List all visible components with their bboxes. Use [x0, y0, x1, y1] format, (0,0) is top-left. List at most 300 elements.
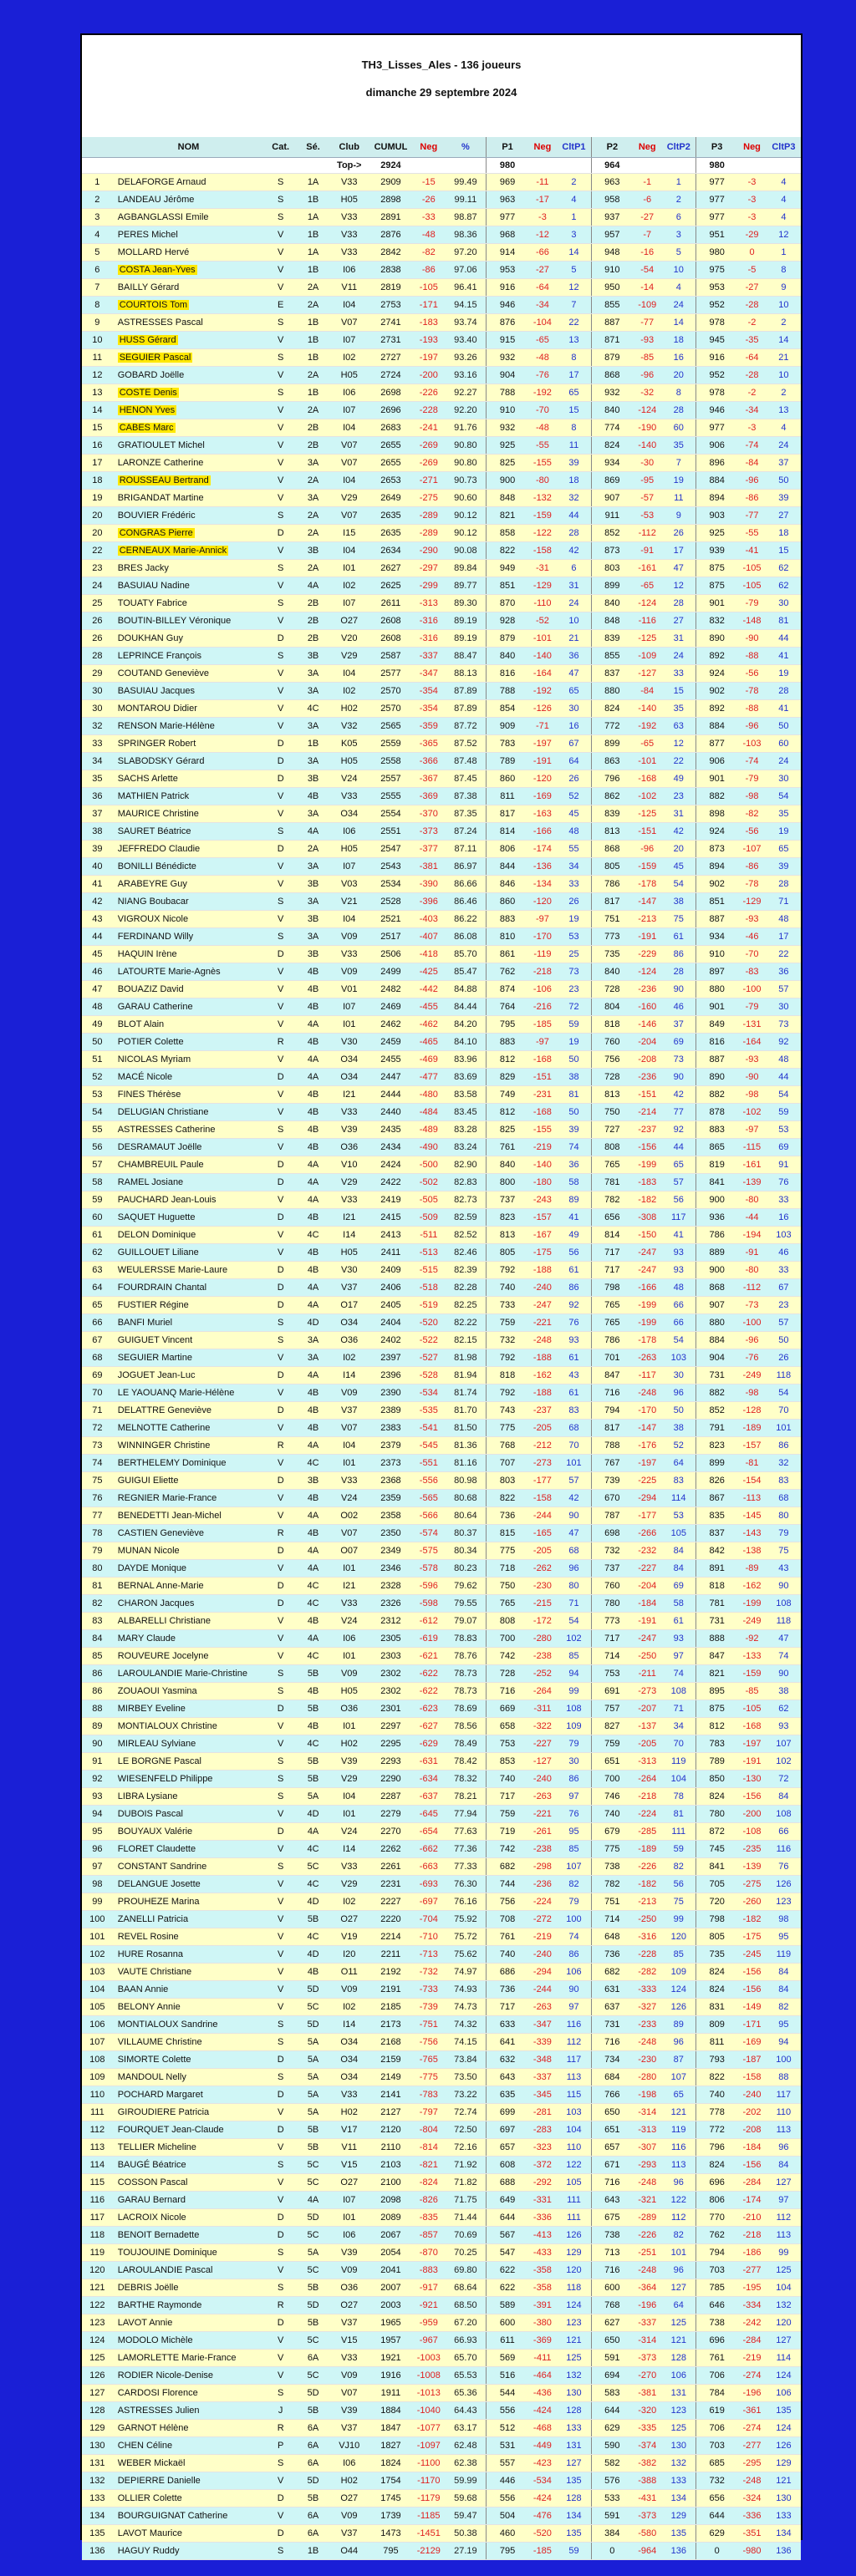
category-cell: R: [264, 1525, 297, 1542]
series-cell: 1B: [297, 735, 329, 753]
player-name: GARAU Bernard: [113, 2192, 265, 2209]
category-cell: V: [264, 279, 297, 297]
neg-cell: -804: [412, 2121, 445, 2139]
player-name: MACÉ Nicole: [113, 1069, 265, 1086]
p1-cell: 879: [487, 630, 528, 648]
p1-neg-cell: -248: [528, 1332, 558, 1349]
p3-neg-cell: -3: [737, 419, 767, 437]
p2-rank-cell: 48: [662, 1279, 696, 1297]
category-cell: D: [264, 2121, 297, 2139]
table-row: [82, 1718, 801, 1735]
series-cell: 4B: [297, 998, 329, 1016]
neg-cell: -15: [412, 174, 445, 191]
player-name: LATOURTE Marie-Agnès: [113, 963, 265, 981]
p2-rank-cell: 41: [662, 1227, 696, 1244]
p1-rank-cell: 50: [557, 1051, 591, 1069]
rank-cell: 73: [82, 1437, 113, 1455]
p3-neg-cell: -324: [737, 2490, 767, 2507]
rank-cell: 40: [82, 858, 113, 876]
p2-neg-cell: -294: [633, 1490, 662, 1507]
p2-neg-cell: -191: [633, 1613, 662, 1630]
cumul-cell: 2528: [369, 893, 413, 911]
rank-cell: 59: [82, 1191, 113, 1209]
p2-cell: 644: [591, 2402, 633, 2420]
p3-rank-cell: 48: [767, 911, 801, 928]
cumul-cell: 2405: [369, 1297, 413, 1314]
p2-cell: 782: [591, 1191, 633, 1209]
event-date: dimanche 29 septembre 2024: [365, 86, 517, 99]
p2-cell: 713: [591, 2244, 633, 2262]
p3-cell: 822: [696, 2069, 738, 2086]
p2-cell: 700: [591, 1771, 633, 1788]
neg-cell: -513: [412, 1244, 445, 1262]
p3-neg-cell: -200: [737, 1806, 767, 1823]
p1-cell: 792: [487, 1349, 528, 1367]
p2-rank-cell: 86: [662, 946, 696, 963]
cumul-cell: 2054: [369, 2244, 413, 2262]
p1-neg-cell: -134: [528, 876, 558, 893]
p3-neg-cell: -79: [737, 770, 767, 788]
category-cell: V: [264, 1104, 297, 1121]
rank-cell: 15: [82, 419, 113, 437]
neg-cell: -316: [412, 612, 445, 630]
p3-neg-cell: -81: [737, 1455, 767, 1472]
category-cell: V: [264, 1385, 297, 1402]
p2-rank-cell: 116: [662, 2139, 696, 2157]
p1-cell: 808: [487, 1613, 528, 1630]
neg-cell: -33: [412, 209, 445, 226]
p2-neg-cell: -431: [633, 2490, 662, 2507]
neg-cell: -522: [412, 1332, 445, 1349]
p1-cell: 840: [487, 648, 528, 665]
player-name: JEFFREDO Claudie: [113, 841, 265, 858]
p1-cell: 759: [487, 1806, 528, 1823]
p2-neg-cell: -270: [633, 2367, 662, 2385]
col-neg1: Neg: [528, 137, 558, 158]
neg-cell: -704: [412, 1911, 445, 1928]
p1-rank-cell: 101: [557, 1455, 591, 1472]
p3-cell: 812: [696, 1718, 738, 1735]
club-cell: VJ10: [329, 2437, 369, 2455]
neg-cell: -574: [412, 1525, 445, 1542]
p1-cell: 633: [487, 2016, 528, 2034]
p1-rank-cell: 43: [557, 1367, 591, 1385]
cumul-cell: 2358: [369, 1507, 413, 1525]
p1-cell: 743: [487, 1402, 528, 1420]
neg-cell: -534: [412, 1385, 445, 1402]
club-cell: I01: [329, 1455, 369, 1472]
p3-cell: 904: [696, 1349, 738, 1367]
p3-rank-cell: 76: [767, 1174, 801, 1191]
club-cell: V29: [329, 490, 369, 507]
club-cell: O11: [329, 1964, 369, 1981]
p1-cell: 719: [487, 1823, 528, 1841]
p2-cell: 701: [591, 1349, 633, 1367]
club-cell: V07: [329, 1525, 369, 1542]
percent-cell: 90.80: [445, 437, 487, 455]
percent-cell: 87.52: [445, 735, 487, 753]
p2-neg-cell: -382: [633, 2455, 662, 2472]
percent-cell: 81.94: [445, 1367, 487, 1385]
table-row: [82, 1139, 801, 1156]
p2-neg-cell: -84: [633, 683, 662, 700]
player-name: MODOLO Michèle: [113, 2332, 265, 2350]
table-row: [82, 1735, 801, 1753]
rank-cell: 105: [82, 1999, 113, 2016]
p3-neg-cell: -2: [737, 314, 767, 332]
p2-cell: 837: [591, 665, 633, 683]
p1-cell: 909: [487, 718, 528, 735]
p3-neg-cell: -189: [737, 1420, 767, 1437]
p1-cell: 914: [487, 244, 528, 262]
neg-cell: -921: [412, 2297, 445, 2314]
cumul-cell: 2499: [369, 963, 413, 981]
cumul-cell: 2383: [369, 1420, 413, 1437]
p3-neg-cell: -76: [737, 1349, 767, 1367]
p1-rank-cell: 105: [557, 2174, 591, 2192]
neg-cell: -269: [412, 455, 445, 472]
series-cell: 5C: [297, 2332, 329, 2350]
table-row: [82, 2086, 801, 2104]
neg-cell: -271: [412, 472, 445, 490]
p3-rank-cell: 69: [767, 1139, 801, 1156]
player-name: RENSON Marie-Hélène: [113, 718, 265, 735]
p2-rank-cell: 104: [662, 1771, 696, 1788]
neg-cell: -193: [412, 332, 445, 349]
p2-rank-cell: 16: [662, 349, 696, 367]
cumul-cell: 2559: [369, 735, 413, 753]
cumul-cell: 2653: [369, 472, 413, 490]
category-cell: D: [264, 2490, 297, 2507]
p2-cell: 796: [591, 770, 633, 788]
percent-cell: 71.92: [445, 2157, 487, 2174]
table-row: [82, 2121, 801, 2139]
p2-cell: 773: [591, 1613, 633, 1630]
p2-cell: 717: [591, 1244, 633, 1262]
p1-rank-cell: 79: [557, 1893, 591, 1911]
p3-cell: 824: [696, 1981, 738, 1999]
cumul-cell: 1827: [369, 2437, 413, 2455]
p2-rank-cell: 106: [662, 2367, 696, 2385]
p3-cell: 798: [696, 1911, 738, 1928]
p2-rank-cell: 12: [662, 735, 696, 753]
p1-rank-cell: 128: [557, 2402, 591, 2420]
series-cell: 5A: [297, 2104, 329, 2121]
percent-cell: 79.07: [445, 1613, 487, 1630]
series-cell: 4B: [297, 788, 329, 805]
p3-cell: 977: [696, 419, 738, 437]
club-cell: V07: [329, 314, 369, 332]
p1-neg-cell: -165: [528, 1525, 558, 1542]
p1-neg-cell: -240: [528, 1946, 558, 1964]
p3-neg-cell: -100: [737, 981, 767, 998]
percent-cell: 87.35: [445, 805, 487, 823]
p2-neg-cell: -183: [633, 1174, 662, 1191]
p2-rank-cell: 20: [662, 841, 696, 858]
rank-cell: 58: [82, 1174, 113, 1191]
p1-rank-cell: 85: [557, 1648, 591, 1665]
p2-rank-cell: 93: [662, 1630, 696, 1648]
neg-cell: -545: [412, 1437, 445, 1455]
percent-cell: 78.42: [445, 1753, 487, 1771]
p3-rank-cell: 17: [767, 928, 801, 946]
club-cell: I06: [329, 2455, 369, 2472]
p3-rank-cell: 36: [767, 963, 801, 981]
p1-rank-cell: 96: [557, 1560, 591, 1578]
p1-neg-cell: -219: [528, 1139, 558, 1156]
p2-rank-cell: 134: [662, 2490, 696, 2507]
p3-rank-cell: 67: [767, 1279, 801, 1297]
p2-neg-cell: -151: [633, 823, 662, 841]
p1-rank-cell: 81: [557, 1086, 591, 1104]
neg-cell: -370: [412, 805, 445, 823]
p3-neg-cell: -138: [737, 1542, 767, 1560]
p1-rank-cell: 12: [557, 279, 591, 297]
p3-rank-cell: 44: [767, 630, 801, 648]
percent-cell: 76.16: [445, 1893, 487, 1911]
p1-cell: 860: [487, 770, 528, 788]
percent-cell: 65.36: [445, 2385, 487, 2402]
p3-cell: 884: [696, 718, 738, 735]
cumul-cell: 2396: [369, 1367, 413, 1385]
percent-cell: 82.39: [445, 1262, 487, 1279]
table-row: [82, 2244, 801, 2262]
percent-cell: 94.15: [445, 297, 487, 314]
series-cell: 5B: [297, 1771, 329, 1788]
p2-neg-cell: -140: [633, 437, 662, 455]
rank-cell: 71: [82, 1402, 113, 1420]
p2-rank-cell: 9: [662, 507, 696, 525]
club-cell: I07: [329, 402, 369, 419]
player-name: ROUVEURE Jocelyne: [113, 1648, 265, 1665]
p3-neg-cell: -202: [737, 2104, 767, 2121]
series-cell: 4A: [297, 1507, 329, 1525]
series-cell: 2A: [297, 472, 329, 490]
p2-cell: 803: [591, 560, 633, 577]
cumul-cell: 2517: [369, 928, 413, 946]
percent-cell: 99.49: [445, 174, 487, 191]
p2-cell: 728: [591, 1069, 633, 1086]
rank-cell: 116: [82, 2192, 113, 2209]
category-cell: D: [264, 525, 297, 542]
p3-neg-cell: -336: [737, 2507, 767, 2525]
cumul-cell: 2328: [369, 1578, 413, 1595]
p3-neg-cell: -92: [737, 1630, 767, 1648]
cumul-cell: 2270: [369, 1823, 413, 1841]
p1-neg-cell: -224: [528, 1893, 558, 1911]
category-cell: S: [264, 2157, 297, 2174]
p2-cell: 824: [591, 437, 633, 455]
percent-cell: 86.66: [445, 876, 487, 893]
category-cell: D: [264, 1578, 297, 1595]
category-cell: V: [264, 332, 297, 349]
club-cell: V15: [329, 2332, 369, 2350]
p2-neg-cell: -207: [633, 1700, 662, 1718]
neg-cell: -2129: [412, 2543, 445, 2560]
series-cell: 5D: [297, 2472, 329, 2490]
cumul-cell: 2404: [369, 1314, 413, 1332]
rank-cell: 133: [82, 2490, 113, 2507]
p3-neg-cell: -156: [737, 1981, 767, 1999]
p1-cell: 825: [487, 1121, 528, 1139]
neg-cell: -693: [412, 1876, 445, 1893]
player-name: GOBARD Joëlle: [113, 367, 265, 384]
player-name: SEGUIER Pascal: [113, 349, 265, 367]
player-name: DAYDE Monique: [113, 1560, 265, 1578]
player-name: BRIGANDAT Martine: [113, 490, 265, 507]
p1-neg-cell: -172: [528, 1613, 558, 1630]
percent-cell: 98.36: [445, 226, 487, 244]
cumul-cell: 2191: [369, 1981, 413, 1999]
series-cell: 4B: [297, 1420, 329, 1437]
p2-cell: 631: [591, 1981, 633, 1999]
p1-neg-cell: -476: [528, 2507, 558, 2525]
p3-rank-cell: 94: [767, 2034, 801, 2051]
p3-cell: 875: [696, 577, 738, 595]
cumul-cell: 2698: [369, 384, 413, 402]
category-cell: D: [264, 1823, 297, 1841]
p2-cell: 950: [591, 279, 633, 297]
player-name: LACROIX Nicole: [113, 2209, 265, 2227]
category-cell: V: [264, 963, 297, 981]
table-row: [82, 262, 801, 279]
p3-neg-cell: -351: [737, 2525, 767, 2543]
table-row: [82, 1262, 801, 1279]
p1-neg-cell: -221: [528, 1314, 558, 1332]
table-row: [82, 384, 801, 402]
cumul-cell: 2683: [369, 419, 413, 437]
cumul-cell: 2727: [369, 349, 413, 367]
percent-cell: 87.89: [445, 683, 487, 700]
p2-rank-cell: 136: [662, 2543, 696, 2560]
percent-cell: 76.30: [445, 1876, 487, 1893]
rank-cell: 28: [82, 648, 113, 665]
cumul-cell: 2220: [369, 1911, 413, 1928]
rank-cell: 45: [82, 946, 113, 963]
category-cell: V: [264, 683, 297, 700]
player-name: ASTRESSES Pascal: [113, 314, 265, 332]
p3-cell: 907: [696, 1297, 738, 1314]
p2-neg-cell: -125: [633, 805, 662, 823]
p1-rank-cell: 33: [557, 876, 591, 893]
cumul-cell: 2149: [369, 2069, 413, 2086]
p1-rank-cell: 110: [557, 2139, 591, 2157]
neg-cell: -515: [412, 1262, 445, 1279]
neg-cell: -1013: [412, 2385, 445, 2402]
category-cell: D: [264, 1472, 297, 1490]
percent-cell: 77.94: [445, 1806, 487, 1823]
p1-cell: 765: [487, 1595, 528, 1613]
club-cell: V24: [329, 1490, 369, 1507]
category-cell: V: [264, 2104, 297, 2121]
p3-cell: 951: [696, 226, 738, 244]
p1-neg-cell: -197: [528, 735, 558, 753]
category-cell: V: [264, 1946, 297, 1964]
player-name: COSSON Pascal: [113, 2174, 265, 2192]
p1-rank-cell: 106: [557, 1964, 591, 1981]
player-name: CONGRAS Pierre: [113, 525, 265, 542]
p1-neg-cell: -71: [528, 718, 558, 735]
percent-cell: 83.28: [445, 1121, 487, 1139]
p2-rank-cell: 42: [662, 823, 696, 841]
series-cell: 4A: [297, 1174, 329, 1191]
p3-neg-cell: -130: [737, 1771, 767, 1788]
percent-cell: 80.37: [445, 1525, 487, 1542]
p1-cell: 806: [487, 841, 528, 858]
player-name: ALBARELLI Christiane: [113, 1613, 265, 1630]
table-row: [82, 981, 801, 998]
club-cell: V33: [329, 1595, 369, 1613]
rank-cell: 83: [82, 1613, 113, 1630]
category-cell: D: [264, 2525, 297, 2543]
p1-cell: 829: [487, 1069, 528, 1086]
percent-cell: 81.74: [445, 1385, 487, 1402]
p3-neg-cell: -88: [737, 648, 767, 665]
table-row: [82, 2314, 801, 2332]
club-cell: I07: [329, 2192, 369, 2209]
p2-cell: 871: [591, 332, 633, 349]
p1-cell: 643: [487, 2069, 528, 2086]
p3-cell: 816: [696, 1034, 738, 1051]
p2-neg-cell: -320: [633, 2402, 662, 2420]
p3-neg-cell: -240: [737, 2086, 767, 2104]
p3-neg-cell: -27: [737, 279, 767, 297]
table-row: [82, 1385, 801, 1402]
p1-cell: 750: [487, 1578, 528, 1595]
club-cell: V29: [329, 1771, 369, 1788]
p1-neg-cell: -280: [528, 1630, 558, 1648]
p2-neg-cell: -147: [633, 1420, 662, 1437]
p2-cell: 804: [591, 998, 633, 1016]
percent-cell: 82.90: [445, 1156, 487, 1174]
p1-rank-cell: 31: [557, 577, 591, 595]
p1-neg-cell: -380: [528, 2314, 558, 2332]
p1-rank-cell: 120: [557, 2262, 591, 2279]
p2-cell: 757: [591, 1700, 633, 1718]
p1-rank-cell: 131: [557, 2437, 591, 2455]
rank-cell: 136: [82, 2543, 113, 2560]
category-cell: V: [264, 1139, 297, 1156]
series-cell: 1B: [297, 349, 329, 367]
series-cell: 2B: [297, 630, 329, 648]
series-cell: 2A: [297, 367, 329, 384]
p2-rank-cell: 78: [662, 1788, 696, 1806]
table-row: [82, 437, 801, 455]
table-row: [82, 1595, 801, 1613]
p1-rank-cell: 55: [557, 841, 591, 858]
p3-rank-cell: 133: [767, 2507, 801, 2525]
table-row: [82, 226, 801, 244]
p2-neg-cell: -117: [633, 1367, 662, 1385]
p1-cell: 968: [487, 226, 528, 244]
club-cell: V33: [329, 226, 369, 244]
player-name: GARNOT Hélène: [113, 2420, 265, 2437]
neg-cell: -821: [412, 2157, 445, 2174]
p1-rank-cell: 18: [557, 472, 591, 490]
p2-cell: 533: [591, 2490, 633, 2507]
p3-rank-cell: 81: [767, 612, 801, 630]
p1-cell: 812: [487, 1051, 528, 1069]
percent-cell: 91.76: [445, 419, 487, 437]
p1-neg-cell: -48: [528, 419, 558, 437]
p1-neg-cell: -132: [528, 490, 558, 507]
p3-neg-cell: -89: [737, 1560, 767, 1578]
p2-cell: 808: [591, 1139, 633, 1156]
category-cell: D: [264, 1156, 297, 1174]
p2-neg-cell: -205: [633, 1735, 662, 1753]
p3-cell: 841: [696, 1174, 738, 1191]
p2-rank-cell: 28: [662, 595, 696, 612]
